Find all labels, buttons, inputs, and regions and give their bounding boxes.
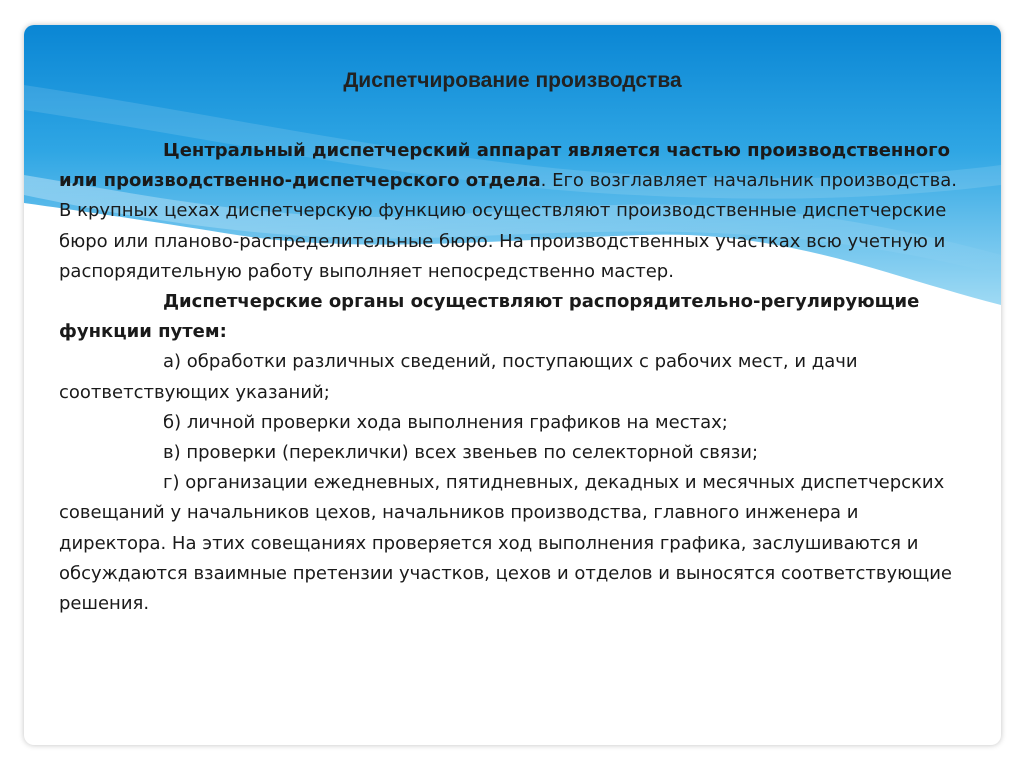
paragraph-1-text: . Его возглавляет начальник производства. В крупных цехах диспетчерскую функцию осуществляют производственные диспетчерские бюро или планово-распределительные бюро. На производственных участках всю учетную и распорядительную работу выполняет непосредственно мастер.: [59, 170, 957, 282]
list-item-b: б) личной проверки хода выполнения графиков на местах;: [163, 411, 728, 433]
paragraph-1-bold: Центральный диспетчерский аппарат является частью производственного или производственно-диспетчерского отдела: [59, 140, 950, 192]
list-item-a: а) обработки различных сведений, поступающих с рабочих мест, и дачи соответствующих указаний;: [59, 351, 858, 403]
list-item-c: в) проверки (переклички) всех звеньев по селекторной связи;: [163, 442, 759, 464]
slide-title: Диспетчирование производства: [343, 69, 682, 92]
slide-body: [59, 136, 969, 619]
slide: [24, 25, 1001, 745]
paragraph-dispatch-functions: Диспетчерские органы осуществляют распорядительно-регулирующие функции путем:: [59, 291, 920, 343]
paragraph-central-apparatus: [59, 136, 969, 287]
list-item-d: г) организации ежедневных, пятидневных, декадных и месячных диспетчерских совещаний у начальников цехов, начальников производства, главного инженера и директора. На этих совещаниях проверяется ход выполнения графика, заслушиваются и обсуждаются взаимные претензии участков, цехов и отделов и выносятся соответствующие решения.: [59, 472, 953, 615]
